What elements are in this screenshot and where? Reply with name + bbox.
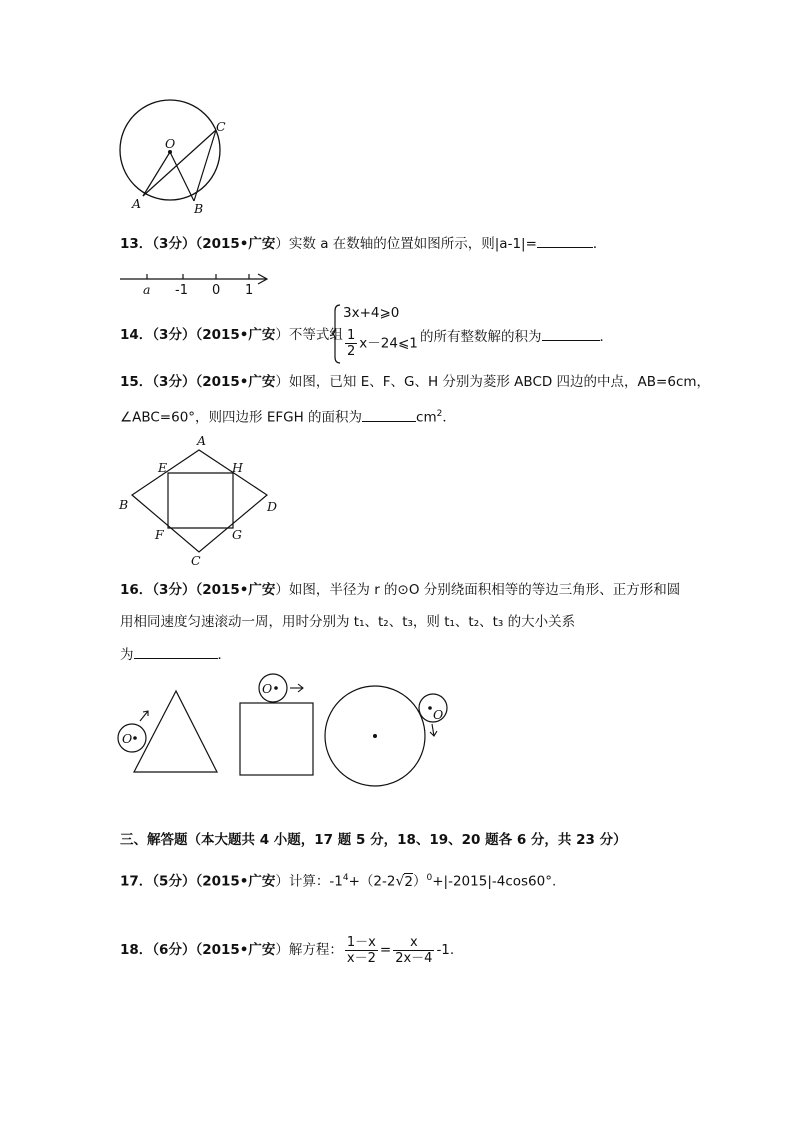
q14-answer-blank[interactable] — [542, 326, 600, 341]
question-13 — [120, 233, 606, 253]
axis-label-a: a — [143, 282, 151, 297]
q17-source: 2015•广安 — [202, 873, 276, 890]
rhombus-abcd — [132, 450, 267, 552]
q15-end: ． — [442, 409, 456, 426]
label-b: B — [119, 497, 129, 512]
label-c: C — [216, 119, 226, 134]
question-17 — [120, 869, 556, 891]
q15-unit-sup: 2 — [436, 409, 443, 419]
axis-label-one: 1 — [245, 283, 254, 298]
q17-number: 17． — [120, 873, 153, 890]
question-15-line2 — [120, 405, 456, 427]
q12-circle-figure — [110, 95, 240, 220]
q13-number-line — [118, 268, 278, 298]
q15-answer-blank[interactable] — [362, 407, 416, 422]
q15-number: 15． — [120, 374, 153, 390]
label-o-triangle: O — [122, 731, 133, 746]
q17-score: （5分）（ — [152, 873, 203, 890]
q18-text: ）解方程： — [275, 942, 343, 958]
label-a: A — [197, 433, 207, 448]
label-e: E — [158, 460, 168, 475]
q14-tail — [420, 326, 613, 346]
big-circle-center-dot — [373, 734, 377, 738]
q18-fraction-1: $\frac{1-x}{x-2}$ — [346, 934, 376, 966]
label-h: H — [232, 460, 243, 475]
label-d: D — [267, 499, 278, 514]
circle-center-dot — [274, 686, 278, 690]
triangle-shape — [134, 691, 217, 772]
q18-fraction-2: $\frac{x}{2x-4}$ — [395, 934, 433, 966]
q16-number: 16． — [120, 582, 153, 598]
q14-score: （3分）（ — [152, 327, 203, 343]
q15-rhombus-figure — [115, 433, 285, 573]
q15-text-1: ）如图，已知 E、F、G、H 分别为菱形 ABCD 四边的中点，AB=6cm， — [275, 374, 711, 390]
square-shape — [240, 703, 313, 775]
q18-source: 2015•广安 — [202, 942, 276, 958]
q14-system-brace — [331, 303, 341, 365]
section-3-heading: 三、解答题（本大题共 4 小题，17 题 5 分，18、19、20 题各 6 分，共 23 分） — [120, 832, 627, 848]
q18-score: （6分）（ — [152, 942, 203, 958]
q15-text-2: ∠ABC=60°，则四边形 EFGH 的面积为 — [120, 409, 363, 426]
question-16-line2 — [120, 613, 575, 631]
label-c: C — [191, 553, 201, 568]
q13-answer-blank[interactable] — [537, 233, 593, 248]
label-f: F — [155, 527, 164, 542]
q17-part-2: +（2-2 — [348, 873, 396, 890]
question-16-line1 — [120, 581, 680, 599]
question-15-line1 — [120, 373, 710, 391]
q17-part-3: ） — [413, 873, 427, 890]
axis-label-zero: 0 — [212, 283, 221, 298]
q14-source: 2015•广安 — [202, 327, 276, 343]
label-g: G — [232, 527, 242, 542]
q14-number: 14． — [120, 327, 153, 343]
q17-exp-1: 4 — [342, 873, 349, 883]
q15-score: （3分）（ — [152, 374, 203, 390]
label-o-circle: O — [433, 707, 444, 722]
q17-radicand: 2 — [404, 873, 413, 890]
segment-oa — [143, 152, 170, 196]
question-18 — [120, 933, 454, 967]
segment-ob — [170, 152, 194, 201]
q13-source: 2015•广安 — [202, 236, 276, 252]
q17-exp-2: 0 — [426, 873, 433, 883]
q13-text: ）实数 a 在数轴的位置如图所示，则|a-1|= — [275, 236, 537, 252]
q16-answer-blank[interactable] — [134, 644, 218, 659]
q14-text: ）不等式组 — [275, 327, 343, 343]
circle-center-dot — [428, 706, 432, 710]
q16-score: （3分）（ — [152, 582, 203, 598]
q14-after: 的所有整数解的积为 — [420, 329, 542, 345]
q14-half-fraction: $\frac{1}{2}$ — [347, 328, 356, 359]
q17-text: ）计算：-1 — [275, 873, 343, 890]
q14-end: ． — [599, 329, 613, 345]
q15-source: 2015•广安 — [202, 374, 276, 390]
q13-number: 13． — [120, 236, 153, 252]
q16-text-2: 用相同速度匀速滚动一周，用时分别为 t₁、t₂、t₃，则 t₁、t₂、t₃ 的大小关系 — [120, 614, 576, 630]
sqrt-icon: √ — [395, 873, 405, 890]
q18-number: 18． — [120, 942, 153, 958]
q13-score: （3分）（ — [152, 236, 203, 252]
q14-inequality-2: $\frac{1}{2}$ x－24⩽1 — [347, 328, 418, 359]
q16-end: ． — [217, 647, 231, 663]
q16-source: 2015•广安 — [202, 582, 276, 598]
q16-text-1: ）如图，半径为 r 的⊙O 分别绕面积相等的等边三角形、正方形和圆 — [275, 582, 681, 598]
question-16-line3 — [120, 644, 231, 664]
question-14 — [120, 326, 343, 344]
q16-text-3: 为 — [120, 647, 134, 663]
label-a: A — [132, 196, 142, 211]
label-o: O — [165, 136, 176, 151]
q17-part-4: +|-2015|-4cos60°. — [432, 873, 557, 890]
rectangle-efgh — [168, 473, 233, 528]
q18-tail: -1. — [436, 942, 455, 958]
q14-inequality-1: 3x+4⩾0 — [343, 305, 400, 321]
q16-rolling-figure — [112, 668, 462, 793]
q18-equals: = — [379, 942, 392, 958]
q15-unit: cm — [416, 409, 437, 426]
q13-end: ． — [592, 236, 607, 252]
label-o-square: O — [262, 681, 273, 696]
label-b: B — [194, 201, 204, 216]
circle-center-dot — [133, 736, 137, 740]
axis-label-minus1: -1 — [175, 283, 188, 298]
